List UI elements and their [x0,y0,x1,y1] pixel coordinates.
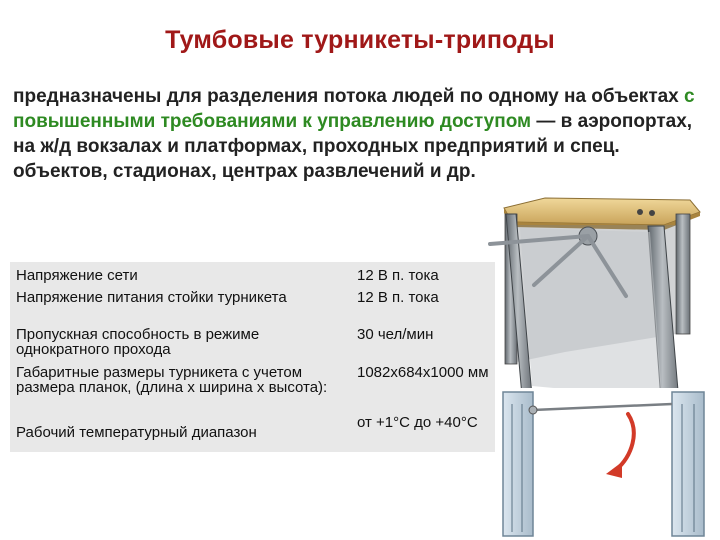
spec-label: Напряжение питания стойки турникета [16,289,287,306]
intro-text-1: предназначены для разделения потока людей по одному на объектах [13,86,685,107]
spec-value: 12 В п. тока [357,267,439,284]
specs-table [10,262,495,452]
spec-value: 12 В п. тока [357,289,439,306]
intro-text-2: — в аэропортах, на ж/д вокзалах и платформах, проходных предприятий и спец. объектов, стадионах, центрах развлечений и др. [13,111,693,182]
intro-paragraph [13,84,713,184]
slide-title: Тумбовые турникеты-триподы [165,26,555,54]
spec-label: Пропускная способность в режиме однократного прохода [16,326,260,358]
intro-highlight: с повышенными требованиями к управлению доступом [13,86,695,132]
top-view-diagram [500,388,710,540]
spec-label: Рабочий температурный диапазон [16,424,257,441]
spec-value: 1082х684х1000 мм [357,364,489,381]
spec-value: от +1°С до +40°С [357,414,478,431]
spec-value: 30 чел/мин [357,326,434,343]
spec-label: Габаритные размеры турникета с учетом размера планок, (длина х ширина х высота): [16,364,328,396]
turnstile-photo [490,198,700,414]
spec-label: Напряжение сети [16,267,138,284]
